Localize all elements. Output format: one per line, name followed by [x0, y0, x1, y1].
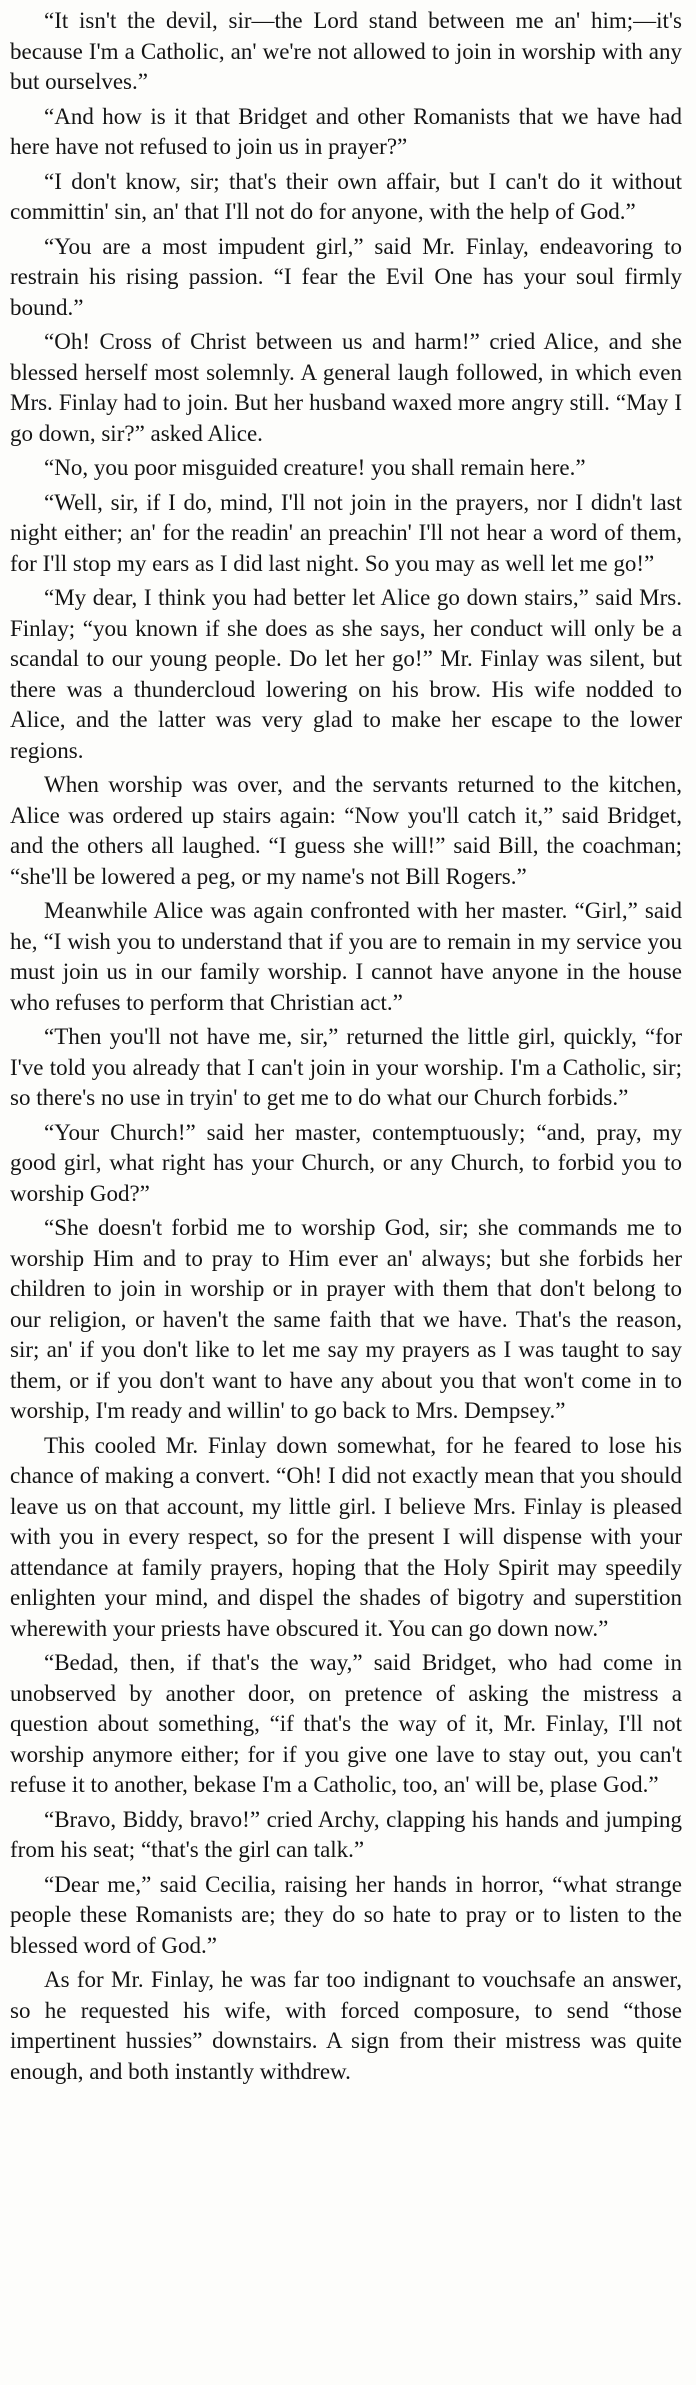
paragraph: “Then you'll not have me, sir,” returned the little girl, quickly, “for I've told you already that I can't join in your worship. I'm a Catholic, sir; so there's no use in tryin' to get me to do what our Church forbids.”: [10, 1024, 682, 1110]
paragraph: This cooled Mr. Finlay down somewhat, for he feared to lose his chance of making a convert. “Oh! I did not exactly mean that you should leave us on that account, my little girl. I believe Mrs. Finlay is pleased with you in every respect, so for the present I will dispense with your attendance at family prayers, hoping that the Holy Spirit may speedily enlighten your mind, and dispel the shades of bigotry and superstition wherewith your priests have obscured it. You can go down now.”: [10, 1432, 682, 1641]
paragraph: “Your Church!” said her master, contemptuously; “and, pray, my good girl, what right has your Church, or any Church, to forbid you to worship God?”: [10, 1119, 682, 1206]
paragraph: “I don't know, sir; that's their own affair, but I can't do it without committin' sin, an' that I'll not do for anyone, with the help of God.”: [10, 168, 682, 224]
paragraph: “Bravo, Biddy, bravo!” cried Archy, clapping his hands and jumping from his seat; “that's the girl can talk.”: [10, 1806, 682, 1862]
paragraph: “Well, sir, if I do, mind, I'll not join in the prayers, nor I didn't last night either; an' for the readin' an preachin' I'll not hear a word of them, for I'll stop my ears as I did last night. So you may as well let me go!”: [10, 489, 682, 576]
paragraph: “She doesn't forbid me to worship God, sir; she commands me to worship Him and to pray to Him ever an' always; but she forbids her children to join in worship or in prayer with them that don't belong to our religion, or haven't the same faith that we have. That's the reason, sir; an' if you don't like to let me say my prayers as I was taught to say them, or if you don't want to have any about you that won't come in to worship, I'm ready and willin' to go back to Mrs. Dempsey.”: [10, 1215, 682, 1423]
paragraph: As for Mr. Finlay, he was far too indignant to vouchsafe an answer, so he requested his wife, with forced composure, to send “those impertinent hussies” downstairs. A sign from their mistress was quite enough, and both instantly withdrew.: [10, 1967, 682, 2084]
paragraph: “No, you poor misguided creature! you shall remain here.”: [44, 455, 586, 480]
paragraph: “Dear me,” said Cecilia, raising her hands in horror, “what strange people these Romanists are; they do so hate to pray or to listen to the blessed word of God.”: [10, 1871, 682, 1958]
paragraph: When worship was over, and the servants returned to the kitchen, Alice was ordered up stairs again: “Now you'll catch it,” said Bridget, and the others all laughed. “I guess she will!” said Bill, the coachman; “she'll be lowered a peg, or my name's not Bill Rogers.”: [10, 772, 682, 889]
paragraph: “And how is it that Bridget and other Romanists that we have had here have not refused to join us in prayer?”: [10, 103, 682, 159]
paragraph: “It isn't the devil, sir—the Lord stand between me an' him;—it's because I'm a Catholic, an' we're not allowed to join in worship with any but ourselves.”: [10, 8, 682, 94]
paragraph: “Oh! Cross of Christ between us and harm!” cried Alice, and she blessed herself most solemnly. A general laugh followed, in which even Mrs. Finlay had to join. But her husband waxed more angry still. “May I go down, sir?” asked Alice.: [10, 329, 682, 446]
paragraph: “You are a most impudent girl,” said Mr. Finlay, endeavoring to restrain his rising passion. “I fear the Evil One has your soul firmly bound.”: [10, 233, 682, 320]
paragraph: “Bedad, then, if that's the way,” said Bridget, who had come in unobserved by another door, on pretence of asking the mistress a question about something, “if that's the way of it, Mr. Finlay, I'll not worship anymore either; for if you give one lave to stay out, you can't refuse it to another, bekase I'm a Catholic, too, an' will be, plase God.”: [10, 1650, 682, 1797]
paragraph: Meanwhile Alice was again confronted with her master. “Girl,” said he, “I wish you to understand that if you are to remain in my service you must join us in our family worship. I cannot have anyone in the house who refuses to perform that Christian act.”: [10, 898, 682, 1015]
paragraph: “My dear, I think you had better let Alice go down stairs,” said Mrs. Finlay; “you known if she does as she says, her conduct will only be a scandal to our young people. Do let her go!” Mr. Finlay was silent, but there was a thundercloud lowering on his brow. His wife nodded to Alice, and the latter was very glad to make her escape to the lower regions.: [10, 585, 682, 763]
